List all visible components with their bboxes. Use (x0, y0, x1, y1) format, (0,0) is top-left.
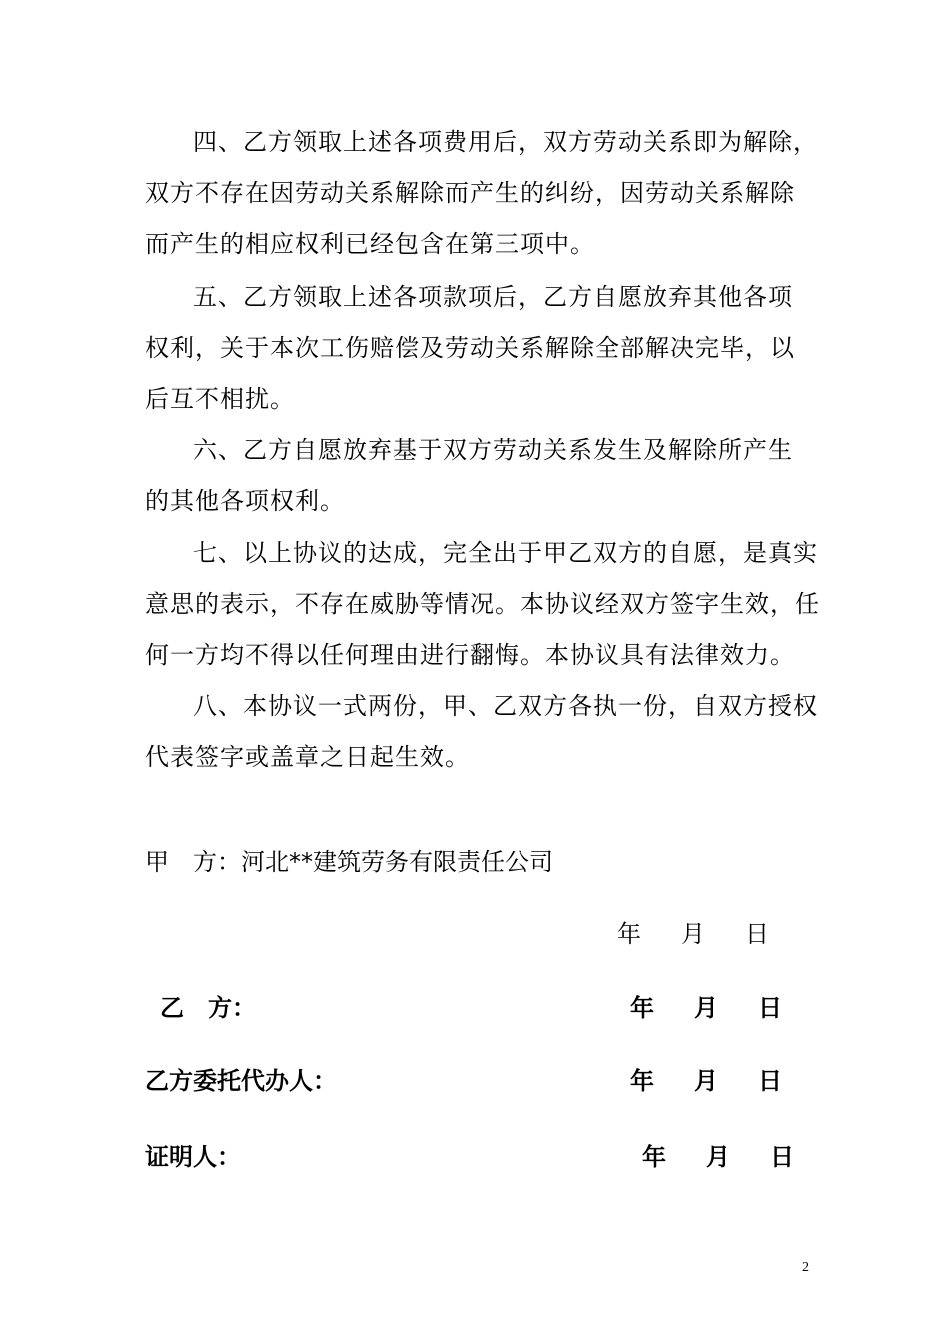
clause-line: 双方不存在因劳动关系解除而产生的纠纷，因劳动关系解除 (145, 179, 795, 207)
clause-line: 的其他各项权利。 (145, 487, 345, 515)
party-a-date (617, 914, 809, 949)
clause-line: 七、以上协议的达成，完全出于甲乙双方的自愿，是真实 (193, 539, 818, 567)
year-label: 年 (630, 1067, 654, 1095)
witness-signature: 证明人： (145, 1143, 241, 1171)
clause-5 (145, 272, 807, 425)
clause-line: 八、本协议一式两份，甲、乙双方各执一份，自双方授权 (193, 692, 818, 720)
witness-date (642, 1137, 834, 1172)
clause-7 (145, 528, 820, 681)
day-label: 日 (758, 994, 782, 1022)
page-number: 2 (802, 1260, 809, 1275)
clause-line: 四、乙方领取上述各项费用后，双方劳动关系即为解除， (193, 128, 818, 156)
clause-line: 意思的表示，不存在威胁等情况。本协议经双方签字生效，任 (145, 590, 820, 618)
clause-line: 五、乙方领取上述各项款项后，乙方自愿放弃其他各项 (193, 283, 793, 311)
month-label: 月 (681, 920, 705, 948)
month-label: 月 (694, 994, 718, 1022)
clause-line: 权利，关于本次工伤赔偿及劳动关系解除全部解决完毕，以 (145, 334, 795, 362)
clause-line: 何一方均不得以任何理由进行翻悔。本协议具有法律效力。 (145, 641, 795, 669)
day-label: 日 (745, 920, 769, 948)
clause-6 (145, 425, 807, 527)
year-label: 年 (630, 994, 654, 1022)
month-label: 月 (706, 1143, 730, 1171)
party-b-date (630, 988, 822, 1023)
day-label: 日 (770, 1143, 794, 1171)
clause-line: 代表签字或盖章之日起生效。 (145, 743, 470, 771)
agent-signature: 乙方委托代办人： (145, 1067, 337, 1095)
day-label: 日 (758, 1067, 782, 1095)
clause-8 (145, 681, 818, 783)
month-label: 月 (694, 1067, 718, 1095)
clause-line: 六、乙方自愿放弃基于双方劳动关系发生及解除所产生 (193, 436, 793, 464)
party-b-signature: 乙 方： (160, 994, 256, 1022)
party-a-signature: 甲 方：河北**建筑劳务有限责任公司 (145, 848, 553, 876)
clause-line: 后互不相扰。 (145, 385, 295, 413)
clause-4 (145, 117, 818, 270)
year-label: 年 (617, 920, 641, 948)
year-label: 年 (642, 1143, 666, 1171)
agent-date (630, 1061, 822, 1096)
clause-line: 而产生的相应权利已经包含在第三项中。 (145, 230, 595, 258)
